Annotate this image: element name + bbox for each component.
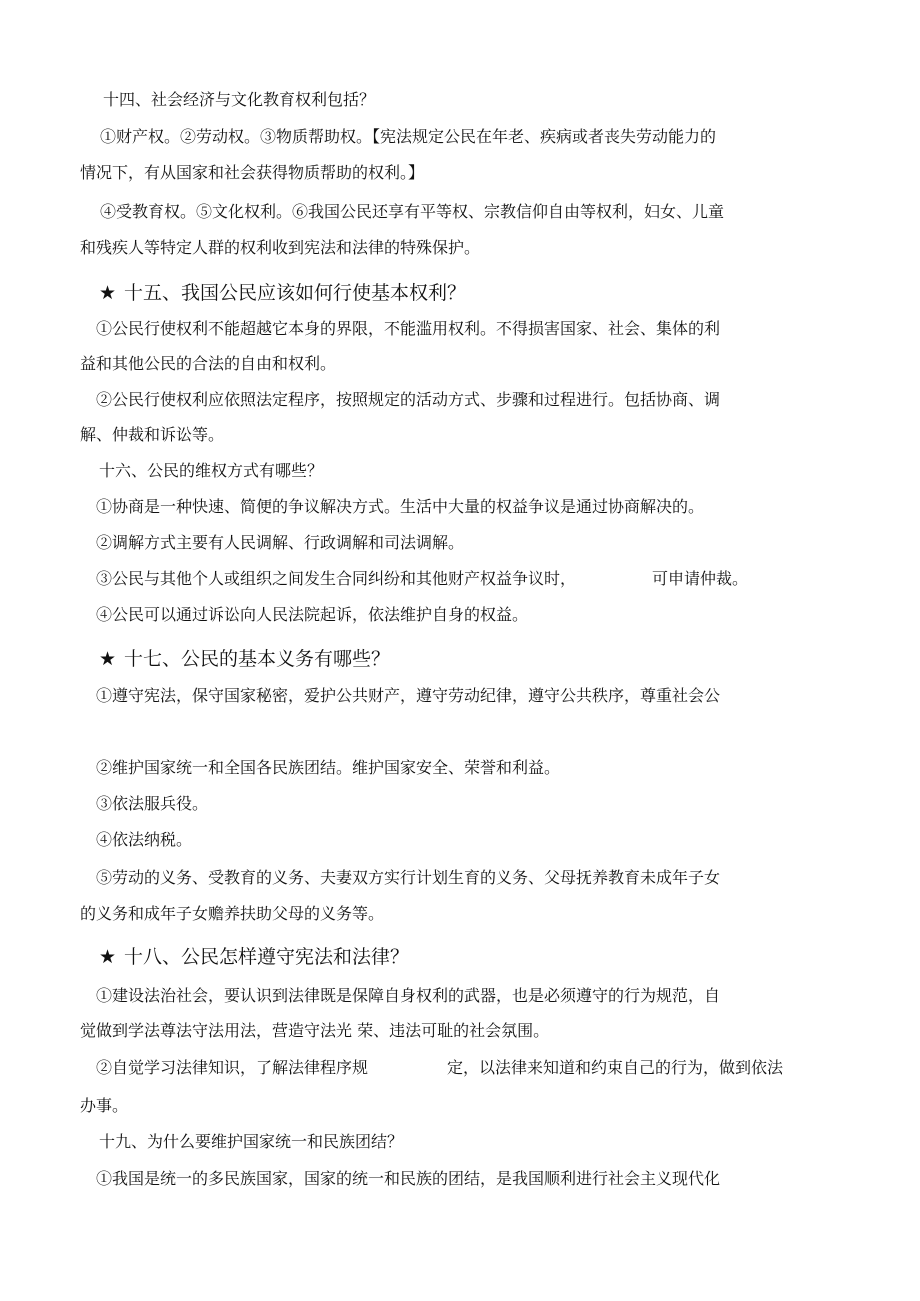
- q14-para1-line1: ①财产权。②劳动权。③物质帮助权。【宪法规定公民在年老、疾病或者丧失劳动能力的: [100, 127, 717, 146]
- star-icon: ★: [99, 648, 117, 670]
- q18-para2-line1b: 定，以法律来知道和约束自己的行为，做到依法: [447, 1058, 784, 1077]
- q16-title: 十六、公民的维权方式有哪些？: [99, 461, 324, 480]
- q17-item2: ②维护国家统一和全国各民族团结。维护国家安全、荣誉和利益。: [96, 758, 561, 777]
- q16-item1: ①协商是一种快速、简便的争议解决方式。生活中大量的权益争议是通过协商解决的。: [96, 497, 705, 516]
- q15-title: 十五、我国公民应该如何行使基本权利？: [124, 282, 467, 304]
- q15-heading: [99, 280, 466, 306]
- q15-para1-line1: ①公民行使权利不能超越它本身的界限，不能滥用权利。不得损害国家、社会、集体的利: [96, 319, 721, 338]
- q14-para2-line2: 和残疾人等特定人群的权利收到宪法和法律的特殊保护。: [80, 238, 481, 257]
- q17-title: 十七、公民的基本义务有哪些？: [124, 648, 391, 670]
- q15-para2-line1: ②公民行使权利应依照法定程序，按照规定的活动方式、步骤和过程进行。包括协商、调: [96, 390, 721, 409]
- q17-item5-line1: ⑤劳动的义务、受教育的义务、夫妻双方实行计划生育的义务、父母抚养教育未成年子女: [96, 868, 721, 887]
- q14-para1-line2: 情况下，有从国家和社会获得物质帮助的权利。】: [80, 163, 425, 182]
- q16-item3b: 可申请仲裁。: [652, 569, 749, 588]
- q17-item3: ③依法服兵役。: [96, 794, 209, 813]
- q16-item3a: ③公民与其他个人或组织之间发生合同纠纷和其他财产权益争议时，: [96, 569, 577, 588]
- q15-para1-line2: 益和其他公民的合法的自由和权利。: [80, 354, 337, 373]
- q18-para2-line2: 办事。: [80, 1096, 129, 1115]
- q16-item4: ④公民可以通过诉讼向人民法院起诉，依法维护自身的权益。: [96, 605, 529, 624]
- q16-item2: ②调解方式主要有人民调解、行政调解和司法调解。: [96, 533, 465, 552]
- q19-title: 十九、为什么要维护国家统一和民族团结？: [99, 1132, 404, 1151]
- q18-para1-line1: ①建设法治社会，要认识到法律既是保障自身权利的武器，也是必须遵守的行为规范，自: [96, 986, 721, 1005]
- q15-para2-line2: 解、仲裁和诉讼等。: [80, 425, 225, 444]
- q18-para1-line2: 觉做到学法尊法守法用法，营造守法光 荣、违法可耻的社会氛围。: [80, 1021, 550, 1040]
- q19-para1-line1: ①我国是统一的多民族国家，国家的统一和民族的团结，是我国顺利进行社会主义现代化: [96, 1169, 721, 1188]
- q18-title: 十八、公民怎样遵守宪法和法律？: [124, 946, 410, 968]
- q17-item5-line2: 的义务和成年子女赡养扶助父母的义务等。: [80, 904, 385, 923]
- q17-heading: [99, 646, 390, 672]
- q18-para2-line1a: ②自觉学习法律知识，了解法律程序规: [96, 1058, 369, 1077]
- q17-item4: ④依法纳税。: [96, 830, 193, 849]
- q14-para2-line1: ④受教育权。⑤文化权利。⑥我国公民还享有平等权、宗教信仰自由等权利，妇女、儿童: [100, 202, 725, 221]
- star-icon: ★: [99, 946, 117, 968]
- q14-title: 十四、社会经济与文化教育权利包括？: [103, 90, 376, 109]
- q17-item1: ①遵守宪法，保守国家秘密，爱护公共财产，遵守劳动纪律，遵守公共秩序，尊重社会公: [96, 686, 721, 705]
- star-icon: ★: [99, 282, 117, 304]
- q18-heading: [99, 944, 409, 970]
